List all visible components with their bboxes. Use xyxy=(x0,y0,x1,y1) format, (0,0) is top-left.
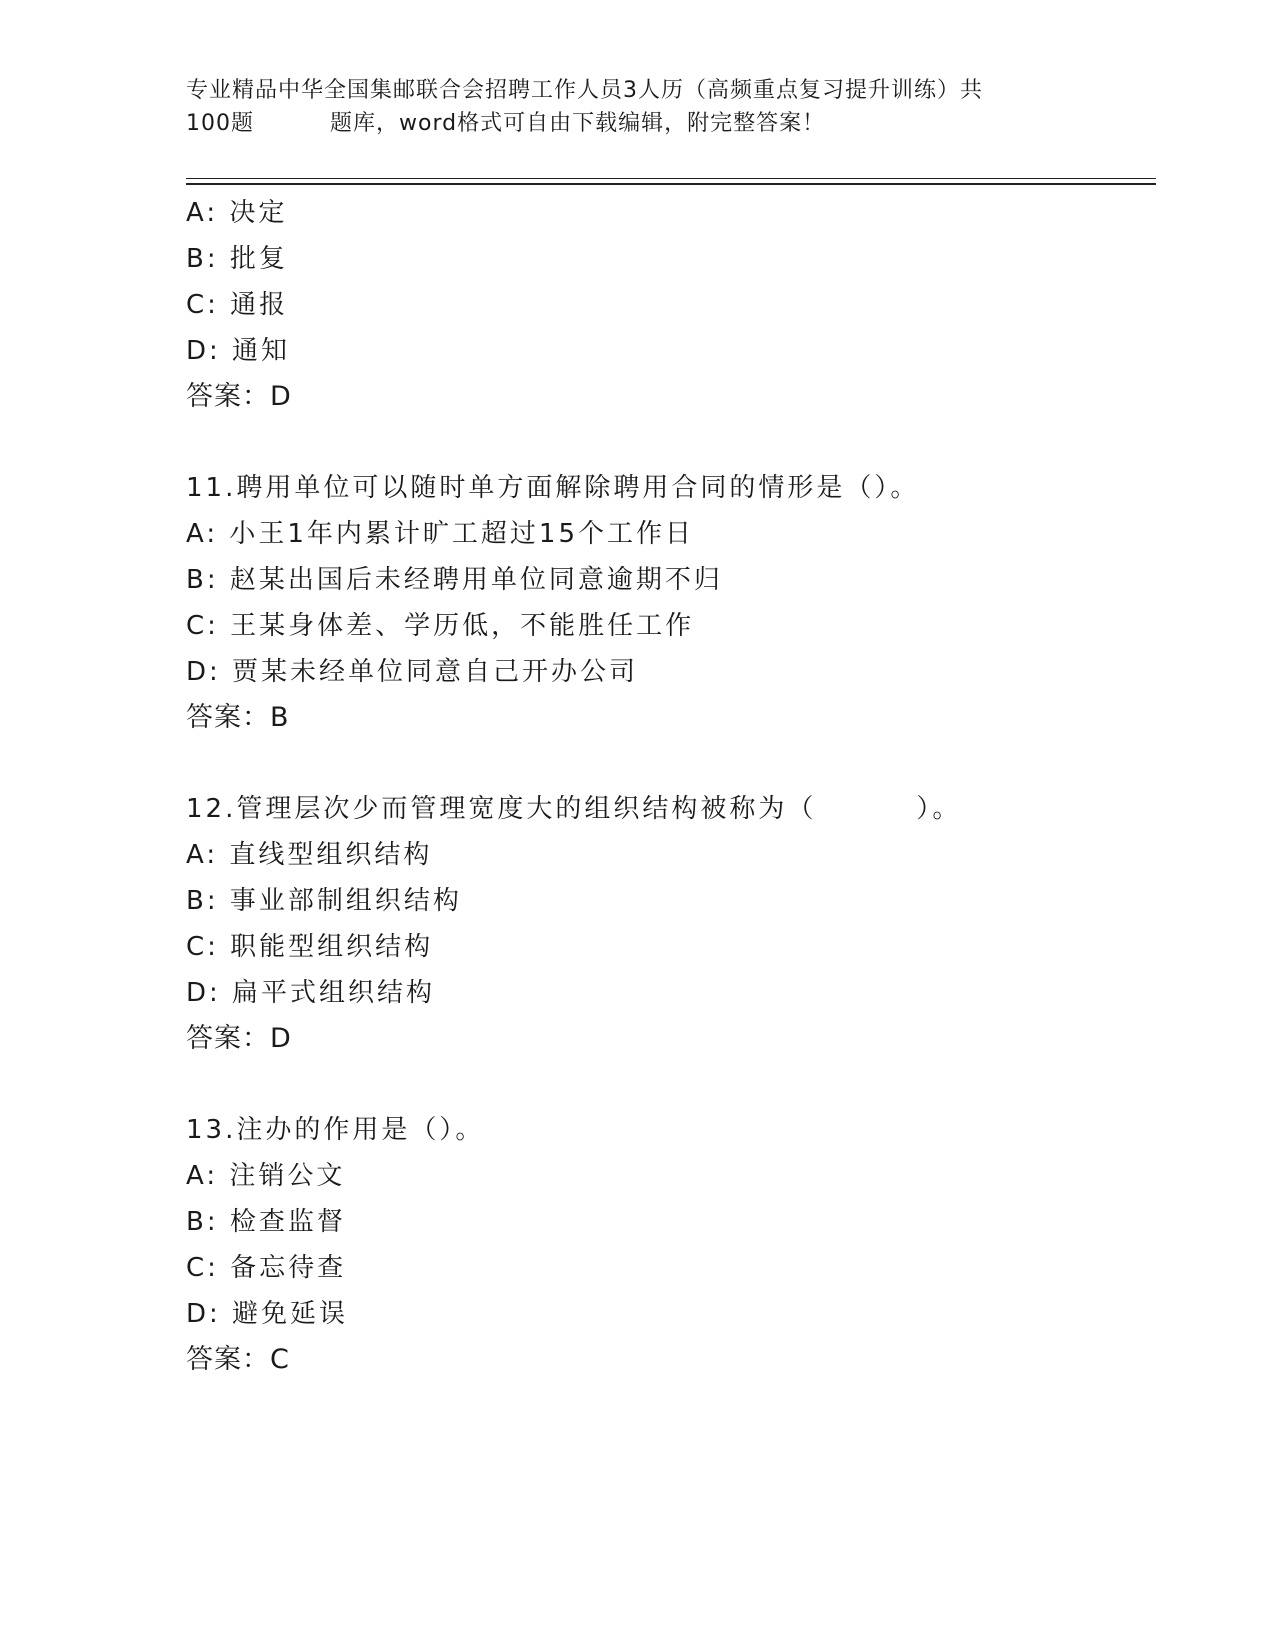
header-title-line2 xyxy=(186,107,1086,140)
option-d: D: 贾某未经单位同意自己开办公司 xyxy=(186,657,639,687)
header-description: 题库，word格式可自由下载编辑，附完整答案！ xyxy=(330,111,826,136)
option-b: B: 赵某出国后未经聘用单位同意逾期不归 xyxy=(186,565,723,595)
document-header xyxy=(186,74,1086,140)
option-d: D: 避免延误 xyxy=(186,1299,349,1329)
option-a: A: 决定 xyxy=(186,198,288,228)
answer-line: 答案：C xyxy=(186,1344,290,1375)
question-block-13 xyxy=(186,1107,1146,1383)
question-title: 11.聘用单位可以随时单方面解除聘用合同的情形是（）。 xyxy=(186,473,920,503)
option-b: B: 批复 xyxy=(186,244,288,274)
question-title-end: ）。 xyxy=(916,794,962,824)
option-c: C: 王某身体差、学历低，不能胜任工作 xyxy=(186,611,695,641)
question-block-prev xyxy=(186,190,1146,420)
option-a: A: 小王1年内累计旷工超过15个工作日 xyxy=(186,519,694,549)
option-c: C: 通报 xyxy=(186,290,289,320)
question-title xyxy=(186,786,1146,832)
option-a: A: 注销公文 xyxy=(186,1161,346,1191)
option-d: D: 扁平式组织结构 xyxy=(186,978,436,1008)
header-divider-thin xyxy=(186,178,1156,179)
answer-line: 答案：D xyxy=(186,381,292,412)
question-list xyxy=(186,190,1146,1383)
question-block-12 xyxy=(186,786,1146,1062)
header-count: 100题 xyxy=(186,111,254,136)
option-c: C: 职能型组织结构 xyxy=(186,932,434,962)
question-block-11 xyxy=(186,465,1146,741)
header-divider-thick xyxy=(186,183,1156,185)
question-title-start: 12.管理层次少而管理宽度大的组织结构被称为（ xyxy=(186,794,817,824)
answer-line: 答案：D xyxy=(186,1023,292,1054)
answer-line: 答案：B xyxy=(186,702,290,733)
option-b: B: 事业部制组织结构 xyxy=(186,886,462,916)
question-title: 13.注办的作用是（）。 xyxy=(186,1115,485,1145)
option-a: A: 直线型组织结构 xyxy=(186,840,433,870)
header-title-line1: 专业精品中华全国集邮联合会招聘工作人员3人历（高频重点复习提升训练）共 xyxy=(186,78,983,103)
option-b: B: 检查监督 xyxy=(186,1207,346,1237)
option-c: C: 备忘待查 xyxy=(186,1253,347,1283)
option-d: D: 通知 xyxy=(186,336,291,366)
